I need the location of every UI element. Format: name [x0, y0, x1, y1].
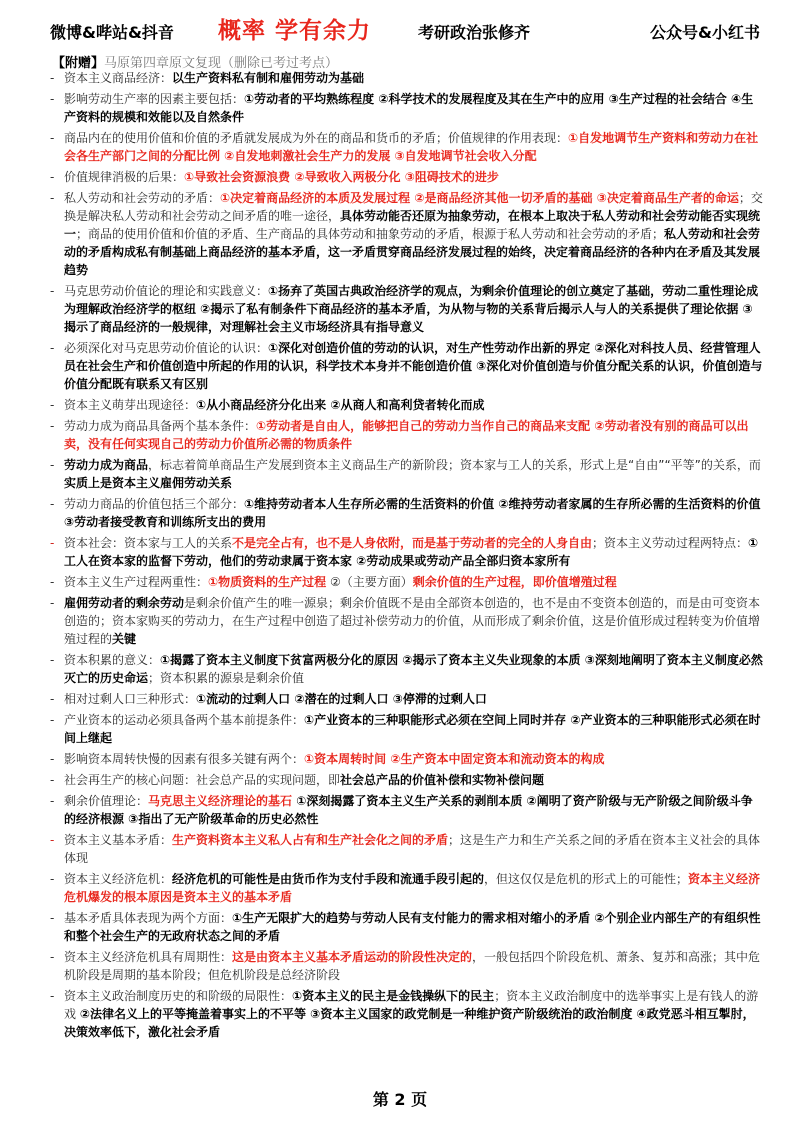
bold-text: ①产业资本的三种职能形式必须在空间上同时并存 ②产业资本的三种职能形式必须在时间上继起 — [64, 713, 761, 745]
bullet-dash: - — [50, 950, 55, 964]
header-left-platforms: 微博&哔站&抖音 — [50, 23, 174, 42]
highlight-red-text: ①决定着商品经济的本质及发展过程 ②是商品经济其他一切矛盾的基础 ③决定着商品生产者的命运 — [220, 191, 739, 205]
body-text: 是剩余价值产生的唯一源泉；剩余价值既不是由全部资本创造的，也不是由不变资本创造的，而是由可变资本创造的；资本家购买的劳动力，在生产过程中创造了超过补偿劳动力的价值，从而形成了剩余价值，这是价值形成过程转变为价值增殖过程的 — [64, 596, 761, 646]
highlight-red-text: 马克思主义经济理论的基石 — [148, 794, 293, 808]
bullet-dash: - — [50, 131, 55, 145]
body-text: 社会再生产的核心问题：社会总产品的实现问题，即 — [64, 773, 341, 787]
body-text: ，一般包括四个阶段危机、萧条、复苏和高涨；其中危机阶段是周期的基本阶段；但危机阶段是总经济阶段 — [64, 950, 761, 982]
bold-text: 雇佣劳动者的剩余劳动 — [64, 596, 185, 610]
body-text: 影响劳动生产率的因素主要包括： — [64, 92, 245, 106]
list-item — [48, 534, 764, 570]
body-text: 影响资本周转快慢的因素有很多关键有两个： — [64, 752, 305, 766]
bullet-dash: - — [50, 773, 55, 787]
list-item — [48, 651, 764, 687]
body-text: 资本主义基本矛盾： — [64, 833, 173, 847]
bullet-dash: - — [50, 872, 55, 886]
body-text: 资本主义商品经济： — [64, 71, 173, 85]
highlight-red-text: ①导致社会资源浪费 ②导致收入两极分化 ③阻碍技术的进步 — [184, 170, 499, 184]
list-item — [48, 771, 764, 789]
bold-text: ①从小商品经济分化出来 ②从商人和高利贷者转化而成 — [196, 398, 485, 412]
body-text: ；资本主义劳动过程两特点： — [592, 536, 749, 550]
list-item — [48, 792, 764, 828]
bullet-dash: - — [50, 911, 55, 925]
body-text: ，但这仅仅是危机的形式上的可能性； — [484, 872, 689, 886]
list-item — [48, 948, 764, 984]
body-text: 必须深化对马克思劳动价值论的认识： — [64, 341, 269, 355]
body-text: 资本主义萌芽出现途径： — [64, 398, 197, 412]
bullet-dash: - — [50, 341, 55, 355]
body-text: 产业资本的运动必须具备两个基本前提条件： — [64, 713, 305, 727]
body-text: ；这是生产力和生产关系之间的矛盾在资本主义社会的具体体现 — [64, 833, 761, 865]
bold-text: ①深刻揭露了资本主义生产关系的剥削本质 ②阐明了资产阶级与无产阶级之间阶级斗争的经济根源 ③指出了无产阶级革命的历史必然性 — [64, 794, 753, 826]
body-text: 资本主义经济危机： — [64, 872, 173, 886]
bold-text: 劳动力成为商品 — [64, 458, 149, 472]
bullet-dash: - — [50, 191, 55, 205]
list-item — [48, 750, 764, 768]
subtitle-tag: 【附赠】 — [52, 56, 105, 71]
list-item — [48, 189, 764, 279]
bold-text: 以生产资料私有制和雇佣劳动为基础 — [172, 71, 365, 85]
list-item — [48, 909, 764, 945]
bullet-dash: - — [50, 989, 55, 1003]
header-author: 考研政治张修齐 — [418, 23, 531, 42]
bullet-dash: - — [50, 752, 55, 766]
body-text: ；商品的使用价值和价值的矛盾、生产商品的具体劳动和抽象劳动的矛盾，根源于私人劳动和社会劳动的矛盾； — [76, 227, 665, 241]
body-text: ；资本积累的源泉是剩余价值 — [148, 671, 305, 685]
bullet-dash: - — [50, 419, 55, 433]
subtitle-text: 马原第四章原文复现（删除已考过考点） — [104, 56, 339, 71]
bullet-dash: - — [50, 497, 55, 511]
list-item — [48, 456, 764, 492]
page-header — [50, 14, 760, 50]
list-item — [48, 594, 764, 648]
bullet-dash: - — [50, 692, 55, 706]
bullet-dash: - — [50, 596, 55, 610]
list-item — [48, 690, 764, 708]
bullet-dash: - — [50, 713, 55, 727]
highlight-red-text: ①资本周转时间 ②生产资本中固定资本和流动资本的构成 — [304, 752, 605, 766]
bold-text: ①维持劳动者本人生存所必需的生活资料的价值 ②维持劳动者家属的生存所必需的生活资料的价值 ③劳动者接受教育和训练所支出的费用 — [64, 497, 761, 529]
bullet-dash: - — [50, 458, 55, 472]
list-item — [48, 90, 764, 126]
bold-text: ②法律名义上的平等掩盖着事实上的不平等 ③资本主义国家的政党制是一种维护资产阶级统治的政治制度 ④政党恶斗相互掣肘，决策效率低下，激化社会矛盾 — [64, 1007, 755, 1039]
bullet-dash: - — [50, 170, 55, 184]
bold-text: ①生产无限扩大的趋势与劳动人民有支付能力的需求相对缩小的矛盾 ②个别企业内部生产的有组织性和整个社会生产的无政府状态之间的矛盾 — [64, 911, 761, 943]
highlight-red-text: 生产资料资本主义私人占有和生产社会化之间的矛盾 — [172, 833, 449, 847]
body-text: 基本矛盾具体表现为两个方面： — [64, 911, 233, 925]
bullet-dash: - — [50, 575, 55, 589]
body-text: ，标志着简单商品生产发展到资本主义商品生产的新阶段；资本家与工人的关系，形式上是“自由”“平等”的关系，而 — [148, 458, 761, 472]
list-item — [48, 987, 764, 1041]
list-item — [48, 495, 764, 531]
bullet-dash: - — [50, 92, 55, 106]
list-item — [48, 711, 764, 747]
body-text: 资本积累的意义： — [64, 653, 161, 667]
page-number: 第 2 页 — [372, 1090, 428, 1109]
body-text: 马克思劳动价值论的理论和实践意义： — [64, 284, 269, 298]
body-text: ；资本主义政治制度中的选举事实上是有钱人的游戏 — [64, 989, 759, 1021]
highlight-red-text: 剩余价值的生产过程，即价值增殖过程 — [412, 575, 617, 589]
bullet-dash: - — [50, 398, 55, 412]
body-text: ；交换是解决私人劳动和社会劳动之间矛盾的唯一途径， — [64, 191, 763, 223]
bold-text: ①深化对创造价值的劳动的认识，对生产性劳动作出新的界定 ②深化对科技人员、经营管理人员在社会生产和价值创造中所起的作用的认识，科学技术本身并不能创造价值 ③深化对价值创造与价值分配关系的认识，价值创造与价值分配既有联系又有区别 — [64, 341, 763, 391]
bold-text: 实质上是资本主义雇佣劳动关系 — [64, 476, 233, 490]
body-text: 资本主义生产过程两重性： — [64, 575, 209, 589]
body-text: ②（主要方面） — [326, 575, 413, 589]
bullet-dash: - — [50, 794, 55, 808]
bold-text: 社会总产品的价值补偿和实物补偿问题 — [340, 773, 545, 787]
list-item — [48, 573, 764, 591]
bold-text: 关键 — [112, 632, 137, 646]
body-text: 劳动力成为商品具备两个基本条件： — [64, 419, 257, 433]
body-text: 劳动力商品的价值包括三个部分： — [64, 497, 245, 511]
body-text: 资本社会：资本家与工人的关系 — [64, 536, 233, 550]
highlight-red-text: ①物质资料的生产过程 — [208, 575, 327, 589]
bold-text: 经济危机的可能性是由货币作为支付手段和流通手段引起的 — [172, 872, 485, 886]
bold-text: 私人劳动和社会劳动的矛盾构成私有制基础上商品经济的基本矛盾，这一矛盾贯穿商品经济发展过程的始终，决定着商品经济的各种内在矛盾及其发展趋势 — [64, 227, 761, 277]
body-text: 私人劳动和社会劳动的矛盾： — [64, 191, 221, 205]
bold-text: ①揭露了资本主义制度下贫富两极分化的原因 ②揭示了资本主义失业现象的本质 ③深刻地阐明了资本主义制度必然灭亡的历史命运 — [64, 653, 763, 685]
bold-text: ①劳动者的平均熟练程度 ②科学技术的发展程度及其在生产中的应用 ③生产过程的社会结合 ④生产资料的规模和效能以及自然条件 — [64, 92, 754, 124]
bold-text: ①扬弃了英国古典政治经济学的观点，为剩余价值理论的创立奠定了基础，劳动二重性理论成为理解政治经济学的枢纽 ②揭示了私有制条件下商品经济的基本矛盾，为从物与物的关系背后揭示人与人的关系提供了理论依据 ③揭示了商品经济的一般规律，对理解社会主义市场经济具有指导意义 — [64, 284, 759, 334]
bold-text: ①资本主义的民主是金钱操纵下的民主 — [292, 989, 495, 1003]
header-brand: 概率 学有余力 — [218, 18, 372, 44]
header-right-platforms: 公众号&小红书 — [650, 23, 760, 42]
highlight-red-text: 不是完全占有，也不是人身依附，而是基于劳动者的完全的人身自由 — [232, 536, 593, 550]
notes-list — [48, 69, 764, 1044]
list-item — [48, 339, 764, 393]
list-item — [48, 282, 764, 336]
highlight-red-text: 这是由资本主义基本矛盾运动的阶段性决定的 — [232, 950, 473, 964]
body-text: 商品内在的使用价值和价值的矛盾就发展成为外在的商品和货币的矛盾；价值规律的作用表现： — [64, 131, 569, 145]
bullet-dash: - — [50, 833, 55, 847]
bold-text: 具体劳动能否还原为抽象劳动，在根本上取决于私人劳动和社会劳动能否实现统一 — [64, 209, 761, 241]
bullet-dash: - — [50, 284, 55, 298]
list-item — [48, 69, 764, 87]
list-item — [48, 129, 764, 165]
bold-text: ①工人在资本家的监督下劳动，他们的劳动隶属于资本家 ②劳动成果或劳动产品全部归资本家所有 — [64, 536, 759, 568]
list-item — [48, 870, 764, 906]
body-text: 相对过剩人口三种形式： — [64, 692, 197, 706]
bold-text: ①流动的过剩人口 ②潜在的过剩人口 ③停滞的过剩人口 — [196, 692, 487, 706]
list-item — [48, 396, 764, 414]
bullet-dash: - — [50, 653, 55, 667]
highlight-red-text: 资本主义经济危机爆发的根本原因是资本主义的基本矛盾 — [64, 872, 761, 904]
list-item — [48, 168, 764, 186]
body-text: 资本主义经济危机具有周期性： — [64, 950, 233, 964]
list-item — [48, 831, 764, 867]
body-text: 资本主义政治制度历史的和阶级的局限性： — [64, 989, 293, 1003]
bullet-dash: - — [50, 71, 55, 85]
body-text: 价值规律消极的后果： — [64, 170, 185, 184]
highlight-red-text: ①劳动者是自由人，能够把自己的劳动力当作自己的商品来支配 ②劳动者没有别的商品可以出卖，没有任何实现自己的劳动力价值所必需的物质条件 — [64, 419, 749, 451]
body-text: 剩余价值理论： — [64, 794, 149, 808]
bullet-dash: - — [50, 536, 55, 550]
highlight-red-text: ①自发地调节生产资料和劳动力在社会各生产部门之间的分配比例 ②自发地刺激社会生产力的发展 ③自发地调节社会收入分配 — [64, 131, 759, 163]
list-item — [48, 417, 764, 453]
